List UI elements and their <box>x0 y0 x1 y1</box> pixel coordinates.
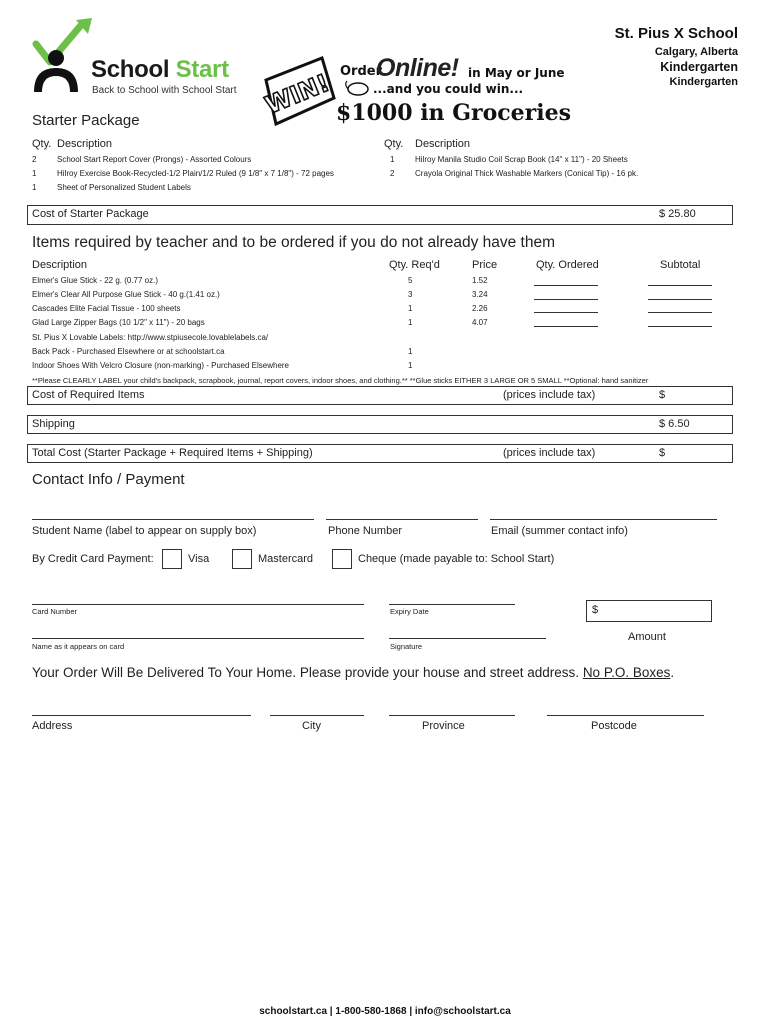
student-name-label: Student Name (label to appear on supply box) <box>32 525 257 537</box>
required-ordered-head: Qty. Ordered <box>536 259 599 271</box>
brand-tagline: Back to School with School Start <box>92 85 237 96</box>
promo-online: Online! <box>376 54 459 82</box>
delivery-no-po: No P.O. Boxes <box>582 665 671 680</box>
address-label: Address <box>32 720 73 732</box>
starter-right-desc-2: Crayola Original Thick Washable Markers (Conical Tip) - 16 pk. <box>415 169 639 178</box>
card-number-input[interactable] <box>32 604 364 605</box>
starter-cost-value: $ 25.80 <box>659 208 696 220</box>
expiry-label: Expiry Date <box>390 607 429 616</box>
student-name-input[interactable] <box>32 519 314 520</box>
promo-when: in May or June <box>468 66 565 80</box>
required-desc-6: Back Pack - Purchased Elsewhere or at schoolstart.ca <box>32 347 225 356</box>
required-desc-5: St. Pius X Lovable Labels: http://www.stpiusecole.lovablelabels.ca/ <box>32 333 269 342</box>
school-grade-sub: Kindergarten <box>669 76 738 88</box>
required-desc-3: Cascades Elite Facial Tissue - 100 sheets <box>32 304 181 313</box>
required-ordered-line-1[interactable] <box>534 285 598 286</box>
starter-left-qty-2: 1 <box>32 169 37 178</box>
required-subtotal-line-3[interactable] <box>648 312 712 313</box>
school-city: Calgary, Alberta <box>654 46 738 58</box>
required-price-4: 4.07 <box>472 318 488 327</box>
name-on-card-label: Name as it appears on card <box>32 642 125 651</box>
province-label: Province <box>422 720 465 732</box>
required-cost-value: $ <box>659 389 666 401</box>
shipping-value: $ 6.50 <box>659 418 690 430</box>
starter-title: Starter Package <box>32 112 140 129</box>
required-ordered-line-3[interactable] <box>534 312 598 313</box>
school-start-logo-icon <box>30 18 94 96</box>
school-info <box>615 25 738 88</box>
win-badge-text: WIN! <box>261 68 334 120</box>
postcode-label: Postcode <box>591 720 637 732</box>
card-number-label: Card Number <box>32 607 78 616</box>
total-tax-note: (prices include tax) <box>503 447 596 459</box>
card-payment-label: By Credit Card Payment: <box>32 553 154 565</box>
starter-right-qty-2: 2 <box>390 169 395 178</box>
required-desc-4: Glad Large Zipper Bags (10 1/2" x 11") - 20 bags <box>32 318 205 327</box>
city-label: City <box>302 720 321 732</box>
cheque-checkbox[interactable] <box>332 549 352 569</box>
signature-label: Signature <box>390 642 423 651</box>
required-cost-label: Cost of Required Items <box>32 389 145 401</box>
required-qty-2: 3 <box>408 290 413 299</box>
amount-input[interactable] <box>586 600 712 622</box>
required-qty-head: Qty. Req'd <box>389 259 440 271</box>
starter-qty-head-right: Qty. <box>384 138 404 150</box>
starter-left-qty-3: 1 <box>32 183 37 192</box>
required-price-2: 3.24 <box>472 290 488 299</box>
signature-input[interactable] <box>389 638 546 639</box>
contact-title: Contact Info / Payment <box>32 471 185 488</box>
required-ordered-line-4[interactable] <box>534 326 598 327</box>
delivery-notice <box>32 665 674 680</box>
mastercard-checkbox[interactable] <box>232 549 252 569</box>
city-input[interactable] <box>270 715 364 716</box>
starter-left-desc-1: School Start Report Cover (Prongs) - Assorted Colours <box>57 155 252 164</box>
required-title: Items required by teacher and to be ordered if you do not already have them <box>32 234 556 251</box>
starter-desc-head-right: Description <box>415 138 471 150</box>
required-qty-3: 1 <box>408 304 413 313</box>
promo-prize: $1000 in Groceries <box>336 100 571 126</box>
required-qty-1: 5 <box>408 276 413 285</box>
required-note: **Please CLEARLY LABEL your child's backpack, scrapbook, journal, report covers, indoor shoes, and clothing.** **Glue sticks EITHER 3 LARGE OR 5 SMALL **Optional: hand sanitizer <box>32 376 649 385</box>
total-label: Total Cost (Starter Package + Required Items + Shipping) <box>32 447 313 459</box>
required-desc-7: Indoor Shoes With Velcro Closure (non-marking) - Purchased Elsewhere <box>32 361 290 370</box>
delivery-text: Your Order Will Be Delivered To Your Home. Please provide your house and street address. <box>32 665 583 680</box>
shipping-box <box>27 415 733 434</box>
required-price-3: 2.26 <box>472 304 488 313</box>
required-ordered-line-2[interactable] <box>534 299 598 300</box>
required-subtotal-head: Subtotal <box>660 259 701 271</box>
brand-title <box>91 56 229 84</box>
required-desc-2: Elmer's Clear All Purpose Glue Stick - 40 g.(1.41 oz.) <box>32 290 220 299</box>
required-desc-1: Elmer's Glue Stick - 22 g. (0.77 oz.) <box>32 276 159 285</box>
starter-cost-label: Cost of Starter Package <box>32 208 149 220</box>
required-price-head: Price <box>472 259 498 271</box>
postcode-input[interactable] <box>547 715 704 716</box>
starter-qty-head: Qty. <box>32 138 52 150</box>
brand-title-start: Start <box>175 56 229 83</box>
required-price-1: 1.52 <box>472 276 488 285</box>
brand-title-school: School <box>91 56 176 83</box>
address-input[interactable] <box>32 715 251 716</box>
shipping-label: Shipping <box>32 418 75 430</box>
visa-label: Visa <box>188 553 210 565</box>
required-qty-7: 1 <box>408 361 413 370</box>
required-subtotal-line-4[interactable] <box>648 326 712 327</box>
email-label: Email (summer contact info) <box>491 525 628 537</box>
school-grade: Kindergarten <box>660 60 738 74</box>
required-subtotal-line-1[interactable] <box>648 285 712 286</box>
province-input[interactable] <box>389 715 515 716</box>
amount-label: Amount <box>628 631 666 643</box>
school-name: St. Pius X School <box>614 25 738 42</box>
mastercard-label: Mastercard <box>258 553 314 565</box>
name-on-card-input[interactable] <box>32 638 364 639</box>
win-badge-icon <box>258 52 338 132</box>
expiry-input[interactable] <box>389 604 515 605</box>
required-qty-4: 1 <box>408 318 413 327</box>
amount-prefix: $ <box>592 604 599 616</box>
delivery-end: . <box>670 665 675 680</box>
email-input[interactable] <box>490 519 717 520</box>
required-tax-note: (prices include tax) <box>503 389 596 401</box>
starter-left-desc-2: Hilroy Exercise Book-Recycled-1/2 Plain/1/2 Ruled (9 1/8" x 7 1/8") - 72 pages <box>57 169 334 178</box>
footer-contact: schoolstart.ca | 1-800-580-1868 | info@schoolstart.ca <box>259 1006 511 1017</box>
phone-input[interactable] <box>326 519 478 520</box>
starter-right-qty-1: 1 <box>390 155 395 164</box>
starter-left-desc-3: Sheet of Personalized Student Labels <box>57 183 191 192</box>
phone-label: Phone Number <box>328 525 402 537</box>
required-subtotal-line-2[interactable] <box>648 299 712 300</box>
mouse-icon <box>344 80 370 96</box>
total-value: $ <box>659 447 666 459</box>
visa-checkbox[interactable] <box>162 549 182 569</box>
promo-order: Order <box>340 64 382 79</box>
promo-could-win: ...and you could win... <box>373 82 524 96</box>
required-qty-6: 1 <box>408 347 413 356</box>
starter-desc-head: Description <box>57 138 113 150</box>
starter-right-desc-1: Hilroy Manila Studio Coil Scrap Book (14" x 11") - 20 Sheets <box>415 155 628 164</box>
starter-left-qty-1: 2 <box>32 155 37 164</box>
cheque-label: Cheque (made payable to: School Start) <box>358 553 555 565</box>
required-desc-head: Description <box>32 259 88 271</box>
